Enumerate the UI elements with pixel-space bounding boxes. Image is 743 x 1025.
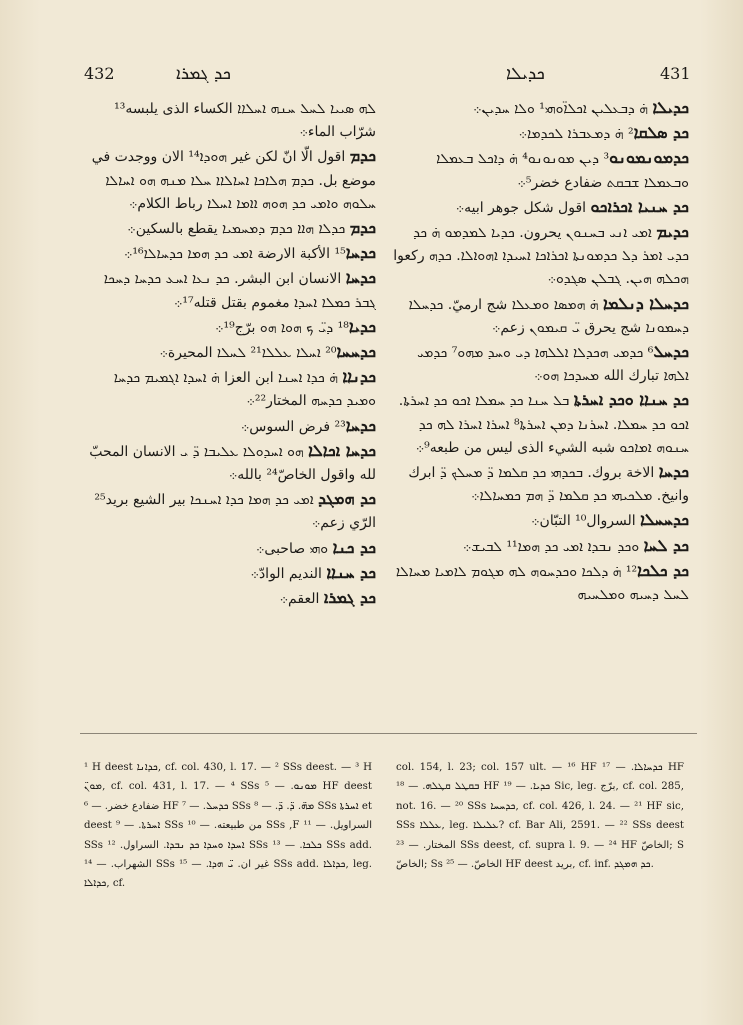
entry	[80, 315, 376, 340]
left-page-number: 432	[84, 64, 115, 83]
entry-text: السروال¹⁰ التبّان܀	[531, 513, 641, 530]
headword: ܟܕܝܠܐ	[652, 98, 689, 117]
headword: ܟܕ ܗܡܓܕ	[318, 489, 376, 509]
entry	[80, 536, 376, 561]
entry	[393, 388, 689, 460]
headword: ܟܕ ܟܢܐ	[332, 537, 376, 557]
headword: ܟܕܝܡ	[656, 222, 689, 242]
headword: ܟܕܚܚܠܐ	[640, 510, 689, 530]
headword: ܟܕܝܐ	[348, 316, 376, 336]
right-page-number: 431	[660, 64, 691, 83]
entry-text: ² ܗ̇ ܕܡܥܒܪܐ ܠܟܕܡܐ܀	[518, 126, 634, 143]
entry-text: اقول الّا انّ لكن غير ܗܘܕܐ¹⁴ الان ووجدت في موضع بل. ܟܕܡ ܗܠܐܟܐ ܐܚܐܠܐܐ ܚܠܐ ܡܢܗ ܗܘ ܐܚܐܠܐ ܚܠܘܗ ܘܐܡܝ ܟܕ ܗܘܗ ܐܐܡܐ ܐܚܠܐ رباط الكلام܀	[91, 149, 376, 212]
left-running-title: ܟܕ ܓܡܪܐ	[176, 64, 231, 84]
entry-text: ¹² ܗ̇ ܕܠܟܐ ܘܟܕܚܘܗ ܠܗ ܡܓܘܡ ܠܐܡܝܐ ܡܚܐܠܐ ܠܚܠ ܕܚܝܗ ܘܡܠܚܝܗ	[395, 563, 689, 604]
entry	[393, 146, 689, 194]
headword: ܟܕܡܘܢܡܘܢܘ	[609, 148, 689, 168]
entry	[80, 340, 376, 365]
entry	[80, 241, 376, 266]
footnote-divider	[80, 733, 697, 734]
entry-text: ܐܡܝ ܟܕ ܗܡܐ ܟܕܐ ܐܚܢܟܐ بير الشيع بريد²⁵ الرّي زعم܀	[94, 492, 376, 532]
entry-text: ²³ فرض السوس܀	[240, 418, 346, 435]
entry-text: ܒܠ ܚܢܐ ܟܕ ܚܡܠܐ ܐܟܘ ܟܕ ܐܚܪܬܐ. ܐܟܘ ܟܕ ܚܡܠܐ. ܐܚܪܢܐ ܕܡܢ ܐܚܪܬܐ⁸ ܐܚܪܐ ܐܚܪܐ ܠܗ ܟܕ ܚܢܘܗ ܐܡܐܟܘ شبه الشيء الذى ليس من طبعه⁹܀	[398, 393, 689, 456]
headword: ܟܕ ܟܠܟܐ	[637, 560, 689, 580]
headword: ܟܕܚܐ ܐܟܐܠܐ	[308, 440, 376, 460]
entry-text: ܠܗ ܣܝܝܐ ܠܚܠ ܚܢܗ ܐܚܠܐܐ الكساء الذى يلبسه¹³ شرّاب الماء܀	[114, 101, 376, 141]
entry	[80, 266, 376, 314]
headword: ܟܕ ܣܠܩܐ	[633, 123, 689, 143]
entry-text: النديم الوادّ܀	[250, 565, 327, 582]
entry	[80, 586, 376, 611]
entry	[393, 220, 689, 292]
footnote-text: col. 154, l. 23; col. 157 ult. — ¹⁶ HF ܟܕܚܐܠܐ. — ¹⁷ HF ܒܩܛܠ ܩܛܠܗ. — ¹⁸ HF ܟܕܝܐ. — ¹⁹ Sic, leg. برّج, cf. col. 285, not. 16. — ²⁰ SSs ܟܕܚܚܐ, cf. col. 426, l. 24. — ²¹ HF sic, SSs ܥܠܠܐ, leg. ܥܠܝܠܐ? cf. Bar Ali, 2591. — ²² SSs deest المختار. — ²³ SSs deest, cf. supra l. 9. — ²⁴ HF الخاصّ; S الخاصّ; Ss الخاصّ. — ²⁵ HF deest بريد, cf. inf. ܟܕ ܗܡܓܕ.	[396, 762, 685, 871]
entry	[80, 365, 376, 413]
right-running-title: ܟܕܝܠܐ	[506, 64, 545, 84]
left-column	[80, 96, 376, 611]
entry-text: ܐܡܝ ܐܢܝ ܒܚܢܘܢ يحرون. ܟܕܝܐ ܠܡܕܡܘ ܗ̇ ܟܕ ܟܕܝ ܐܡܪ ܕܠ ܟܕܡܘܢܬܐ ܐܟܪܐܟܐ ܐܚܝܕܐ ܐܗܘܐܠܐ. ܟܕܗ ركعوا ܗܟܠܗ ܗܝܢ. ܓܒܠܢ ܣܓܕܘ܀	[393, 225, 689, 288]
entry-text: الانسان ابن البشر. ܟܕ ܢܥܐ ܐܚܥ ܟܕܚܐ ܕܚܟܐ ܓܒܪ ܟܡܠܐ ܐܚܕܐ مغموم بقتل قتله¹⁷܀	[103, 271, 376, 311]
footnotes-right	[396, 758, 684, 874]
entry	[393, 292, 689, 340]
entry	[80, 487, 376, 535]
entry-text: ܘܗܝ صاحبى܀	[256, 540, 333, 557]
headword: ܟܕܡ	[349, 146, 376, 166]
entry-text: ¹⁵ الأكبة الارضة ܐܡܝ ܟܕ ܗܡܐ ܟܕܚܐܠܐ¹⁶܀	[124, 246, 346, 263]
entry	[393, 121, 689, 146]
entry	[80, 414, 376, 439]
headword: ܟܕܚܠ	[653, 342, 689, 362]
entry-text: ²⁰ ܐܚܠܐ ܥܠܠܐ²¹ ܠܚܠܐ المحيرة܀	[159, 345, 337, 362]
headword: ܟܕ ܠܚܐ	[643, 535, 689, 555]
entry-text: الاخة بروك. ܒܟܕܗܝ ܟܕ ܩܠܡܐ ܕ̈ ܡܚܠܟ ܕ̈ ابرك وانيخ. ܡܠܟܝܗܝ ܟܕ ܩܠܡܐ ܕ̈ ܗܡ ܟܡܚܐܠܐ܀	[408, 465, 689, 505]
entry	[80, 216, 376, 241]
entry-text: العقم܀	[279, 591, 324, 608]
entry	[393, 195, 689, 220]
headword: ܟܕ ܓܡܪܐ	[323, 588, 376, 608]
entry-text: ܟܕܠܐ ܗܐܐ ܟܕܡ ܕܡܚܡܝܐ يقطع بالسكين܀	[127, 221, 350, 238]
entry	[80, 96, 376, 144]
entry	[393, 340, 689, 388]
entry-text: ܗܘ ܐܚܕܘܠܐ ܥܠܝܒܐ ܕ̈ ܝ الانسان المحبّ لله واقول الخاصّ²⁴ بالله܀	[89, 443, 376, 484]
entry-text: ܗ̇ ܗܡܣܐ ܘܡܥܠܐ شج ارميّ. ܟܕܚܠܐ ܕܚܡܘܢܐ شج يحرق ܝ̈ ܩܝܡܘܢ زعم܀	[408, 296, 689, 336]
headword: ܟܕ ܚܢܝܐ ܐܟܪܐܟܘ	[590, 196, 689, 216]
entry-text: ܗ̇ ܟܕܐ ܐܚܢܐ ابن العزا ܗ̇ ܐܚܕܐ ܐܓܡܝܡ ܟܕܚܐ ܘܡܝܕ ܟܕܚܗ المختار²²܀	[113, 370, 376, 410]
entry	[393, 96, 689, 121]
entry-text: ܘܟܕ ܢܒܕܐ ܐܡܝ ܟܕ ܗܡܐ¹¹ ܠܒܝܫ܀	[462, 538, 644, 555]
entry-text: ܗ̇ ܕܒܥܠܝܢ ܐܟܠܐ̈ܘܗܝ¹ ܘܠܐ ܚܕܝܢ܀	[473, 101, 653, 117]
entry	[393, 559, 689, 607]
entry	[393, 460, 689, 508]
entry	[393, 534, 689, 559]
headword: ܟܕܡ	[349, 218, 376, 238]
entry-text: اقول شكل جوهر ابيه܀	[455, 199, 591, 216]
headword: ܟܕܚܐ	[658, 462, 689, 482]
footnote-text: ¹ H deest ܟܕܐܢܐ, cf. col. 430, l. 17. — ² SSs deest. — ³ H ܡܘܢ̈, cf. col. 431, l. 17. — ⁴ SSs ܡܘܢܘ. — ⁵ HF deest ضفادع خضر. — ⁶ HF ܟܕܚܠ. — ⁷ SSs ܡܗ̈. ܕ̈. ܕ̈. — ⁸ SSs ܐܚܪܬܐ et deest ܐܚܪܬܐ. — ⁹ SSs من طبيعته. — ¹⁰ SSs ,F السراويل. — ¹¹ SSs ܐܚܕܐ ܘܚܕܐ ܟܕ ܢܒܕܐ. السراول. ¹² SSs ܟܠܟܐ. — ¹³ SSs add. الشهراب. — ¹⁴ SSs غير ان. ܝ̈ ܗܕܐ. — ¹⁵ SSs add. ܟܕܐܠܐ, leg. ܟܕܐܠܐ, cf.	[84, 762, 373, 890]
entry-text: ¹⁸ ܕܝ̈ ܟ ܗܘܐ ܗܘ برّج¹⁹܀	[215, 319, 349, 336]
headword: ܟܕ ܚܢܐܐ ܘܟܕ ܐܚܪܬܐ	[573, 390, 689, 410]
right-column	[393, 96, 689, 607]
headword: ܟܕܢܐܐ	[342, 367, 376, 387]
entry	[80, 144, 376, 216]
entry	[80, 561, 376, 586]
entry-text: ³ ܕܝܢ ܡܘܢܘܢܘ⁴ ܗ̇ ܕܐܟܠ ܒܥܡܠܐ ܘܒܥܡܠܐ ܫܒܩܬ ضفادع خضر⁵܀	[436, 151, 689, 191]
headword: ܟܕܚܐ	[345, 243, 376, 263]
entry	[80, 439, 376, 487]
headword: ܟܕܚܐ	[345, 415, 376, 435]
headword: ܟܕܚܠܐ ܕܢܠܡܐ	[603, 293, 689, 313]
headword: ܟܕܚܐ	[345, 268, 376, 288]
footnotes-left	[84, 758, 372, 894]
entry	[393, 508, 689, 533]
headword: ܟܕ ܚܢܐܐ	[326, 562, 376, 582]
headword: ܟܕܚܚܐ	[336, 342, 376, 362]
entry-text: ⁶ ܟܕܡܝ ܗܟܕܠܐ ܐܠܠܗܐ ܕܝ ܘܚܕ ܡܗܘ⁷ ܟܕܡܝ ܐܠܗܐ تبارك الله ܡܚܕܟܐ ܗܘ܀	[417, 345, 689, 385]
